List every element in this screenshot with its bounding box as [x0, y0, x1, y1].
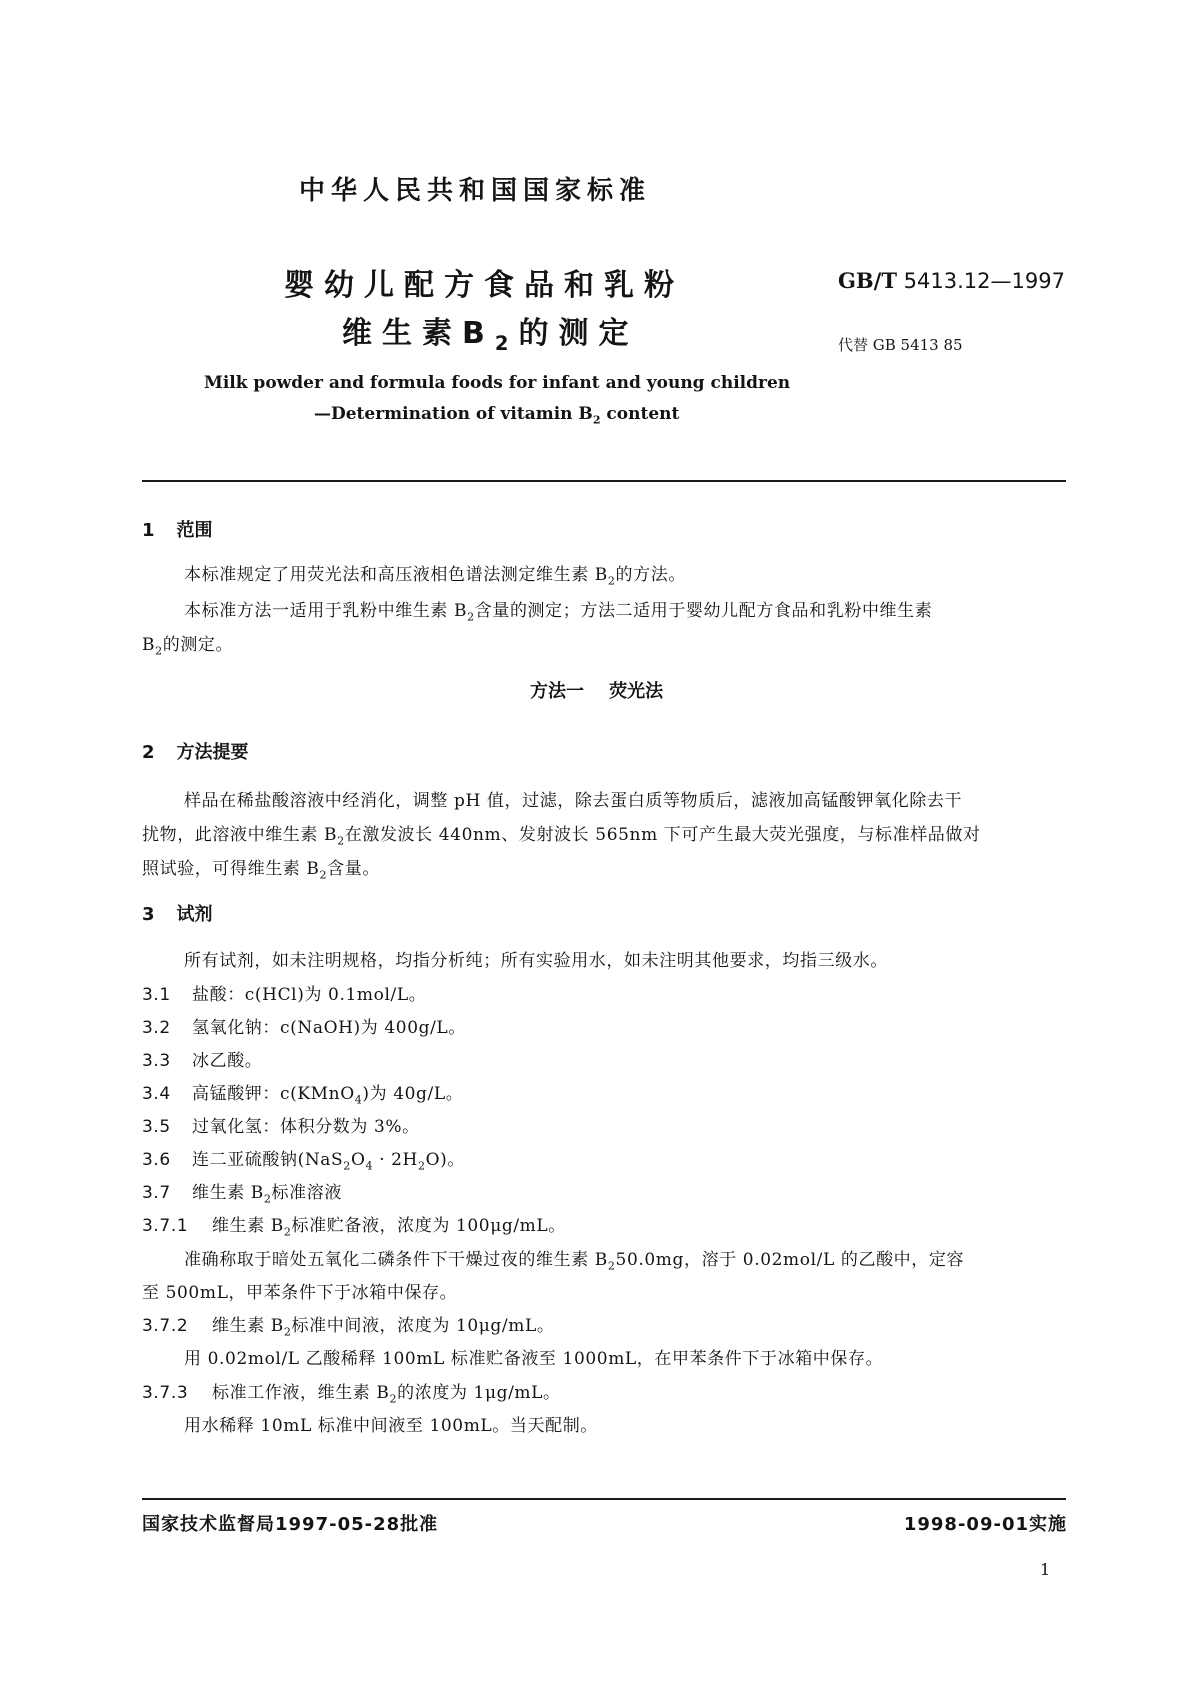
section-2-line-1: 样品在稀盐酸溶液中经消化，调整 pH 值，过滤，除去蛋白质等物质后，滤液加高锰酸钾氧化除去干: [184, 791, 963, 811]
section-1-heading: 1 范围: [142, 520, 213, 541]
approval-line: 国家技术监督局1997-05-28批准: [142, 1514, 439, 1535]
section-2-heading: 2 方法提要: [142, 742, 249, 763]
title-cn-line1: 婴幼儿配方食品和乳粉: [284, 268, 684, 303]
section-2-line-3: 照试验，可得维生素 $B_2$含量。: [142, 859, 380, 882]
footer-divider: [142, 1498, 1066, 1500]
item-3-7-3-paragraph: 用水稀释 10mL 标准中间液至 100mL。当天配制。: [184, 1416, 598, 1436]
item-3-7-2: 3.7.2 维生素 $B_2$标准中间液，浓度为 10μg/mL。: [142, 1316, 555, 1339]
item-3-7-1-paragraph-2: 至 500mL，甲苯条件下于冰箱中保存。: [142, 1283, 458, 1303]
page-number: 1: [1040, 1560, 1051, 1579]
effective-date: 1998-09-01实施: [903, 1514, 1067, 1535]
header-divider: [142, 480, 1066, 482]
section-3-heading: 3 试剂: [142, 904, 213, 925]
item-3-4: 3.4 高锰酸钾：c(KMnO$_4$)为 40g/L。: [142, 1084, 464, 1107]
national-standard-heading: 中华人民共和国国家标准: [299, 176, 652, 206]
item-3-6: 3.6 连二亚硫酸钠$(NaS_2O_4 \cdot 2H_2O)$。: [142, 1150, 465, 1173]
title-en-line2: —Determination of vitamin $B_2$ content: [314, 404, 680, 427]
standard-number: GB/T 5413.12—1997: [838, 268, 1065, 293]
item-3-1: 3.1 盐酸：c(HCl)为 0.1mol/L。: [142, 985, 427, 1005]
item-3-7-3: 3.7.3 标准工作液，维生素 $B_2$的浓度为 1μg/mL。: [142, 1383, 561, 1406]
section-1-paragraph-1: 本标准规定了用荧光法和高压液相色谱法测定维生素 $B_2$的方法。: [184, 565, 686, 588]
item-3-3: 3.3 冰乙酸。: [142, 1051, 263, 1071]
section-1-paragraph-2-cont: $B_2$的测定。: [142, 635, 234, 658]
section-2-line-2: 扰物，此溶液中维生素 $B_2$在激发波长 440nm、发射波长 565nm 下可产生最大荧光强度，与标准样品做对: [142, 825, 981, 848]
title-cn-line2: 维生素$B_2$的测定: [342, 316, 639, 355]
item-3-7: 3.7 维生素 $B_2$标准溶液: [142, 1183, 342, 1206]
item-3-7-1-paragraph-1: 准确称取于暗处五氧化二磷条件下干燥过夜的维生素 $B_250.0mg$，溶于 0.02mol/L 的乙酸中，定容: [184, 1250, 965, 1273]
item-3-2: 3.2 氢氧化钠：c(NaOH)为 400g/L。: [142, 1018, 466, 1038]
title-en-line1: Milk powder and formula foods for infant and young children: [204, 373, 791, 393]
section-1-paragraph-2: 本标准方法一适用于乳粉中维生素 $B_2$含量的测定；方法二适用于婴幼儿配方食品和乳粉中维生素: [184, 601, 933, 624]
section-3-intro: 所有试剂，如未注明规格，均指分析纯；所有实验用水，如未注明其他要求，均指三级水。: [184, 951, 888, 971]
method-one-heading: 方法一 荧光法: [530, 681, 664, 702]
item-3-5: 3.5 过氧化氢：体积分数为 3%。: [142, 1117, 420, 1137]
replaces-standard: 代替 GB 5413 85: [838, 336, 963, 354]
item-3-7-1: 3.7.1 维生素 $B_2$标准贮备液，浓度为 100μg/mL。: [142, 1216, 566, 1239]
item-3-7-2-paragraph: 用 0.02mol/L 乙酸稀释 100mL 标准贮备液至 1000mL，在甲苯条件下于冰箱中保存。: [184, 1349, 884, 1369]
